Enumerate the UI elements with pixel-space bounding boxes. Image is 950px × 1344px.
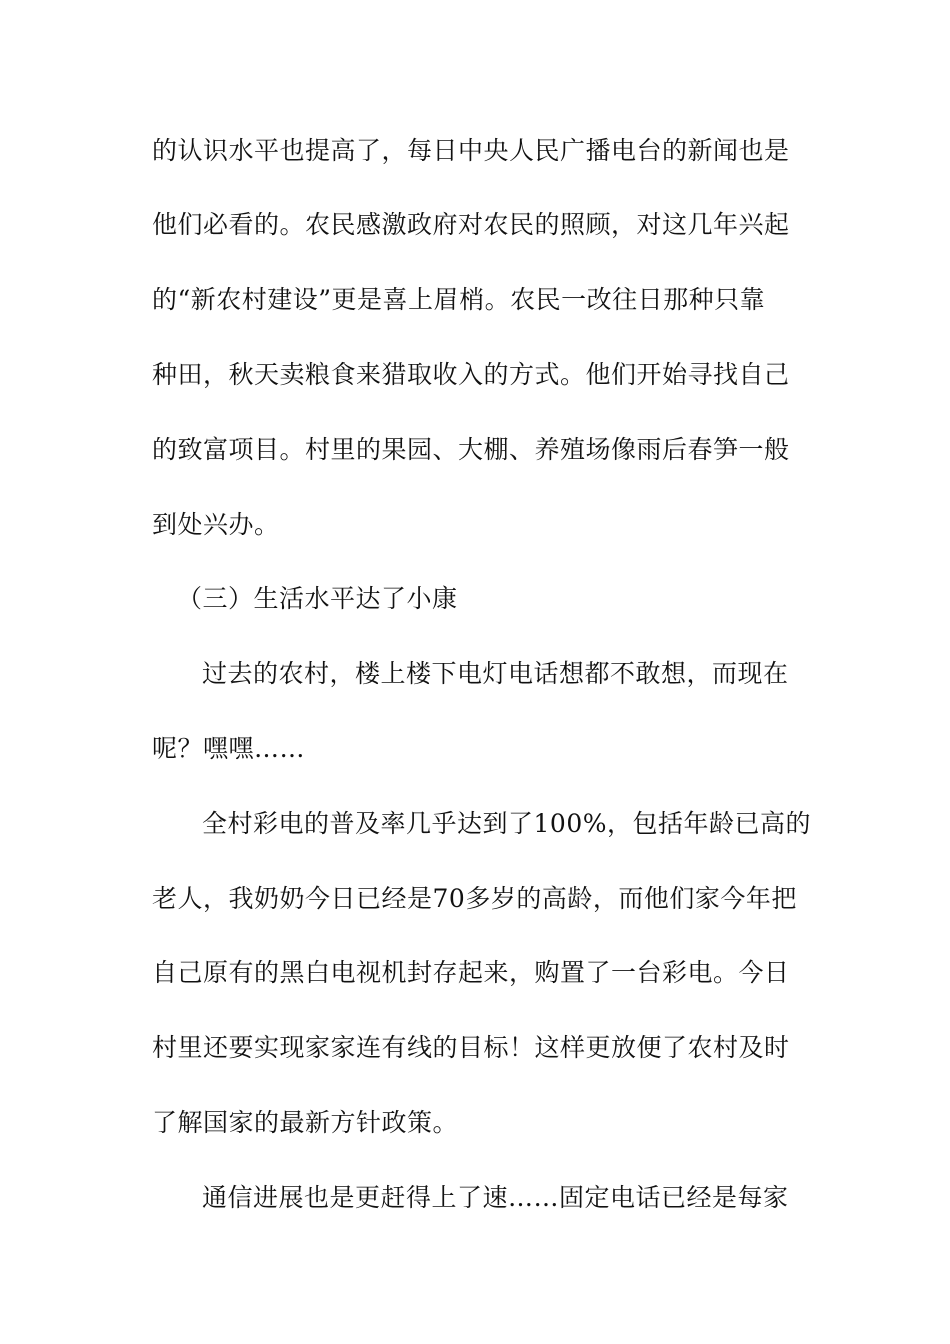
text-line: 的认识水平也提高了，每日中央人民广播电台的新闻也是 bbox=[152, 136, 790, 165]
text-line: 自己原有的黑白电视机封存起来，购置了一台彩电。今日 bbox=[152, 958, 790, 987]
text-line: 村里还要实现家家连有线的目标！这样更放便了农村及时 bbox=[152, 1033, 790, 1062]
text-line: 呢？嘿嘿…… bbox=[152, 734, 306, 763]
text-line: 全村彩电的普及率几乎达到了100%，包括年龄已高的 bbox=[202, 809, 811, 838]
text-line: 到处兴办。 bbox=[152, 510, 280, 539]
text-line: 他们必看的。农民感激政府对农民的照顾，对这几年兴起 bbox=[152, 210, 790, 239]
text-line: 的“新农村建设”更是喜上眉梢。农民一改往日那种只靠 bbox=[152, 285, 766, 314]
text-line: 过去的农村，楼上楼下电灯电话想都不敢想，而现在 bbox=[202, 659, 789, 688]
text-line: 的致富项目。村里的果园、大棚、养殖场像雨后春笋一般 bbox=[152, 435, 790, 464]
text-line: 了解国家的最新方针政策。 bbox=[152, 1108, 459, 1137]
text-line: 种田，秋天卖粮食来猎取收入的方式。他们开始寻找自己 bbox=[152, 360, 790, 389]
text-line: 通信进展也是更赶得上了速……固定电话已经是每家 bbox=[202, 1183, 789, 1212]
section-heading: （三）生活水平达了小康 bbox=[177, 584, 458, 613]
text-line: 老人，我奶奶今日已经是70多岁的高龄，而他们家今年把 bbox=[152, 884, 797, 913]
